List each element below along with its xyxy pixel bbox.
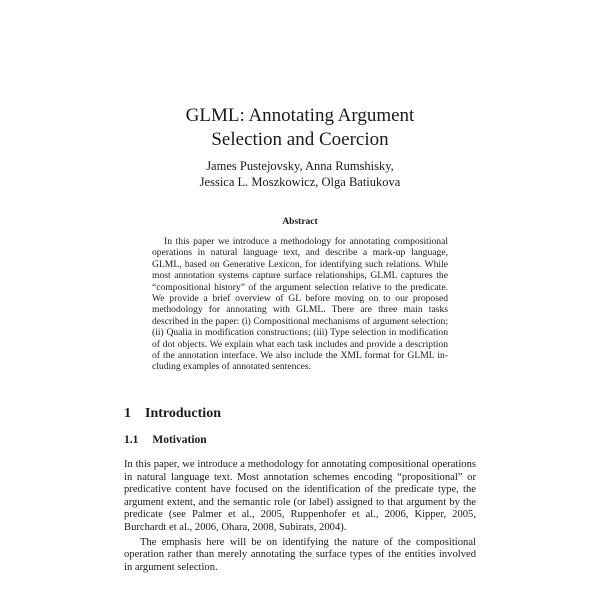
authors-line-2: Jessica L. Moszkowicz, Olga Batiukova <box>199 175 401 189</box>
paragraph-1: In this paper, we introduce a methodology for annotating compositional operations in natural language text. Most annotation schemes encoding “propositional” or predicative content have focused on the identification of the predicate type, the argument extent, and the semantic role (or label) assigned to that argument by the predicate (see Palmer et al., 2005, Ruppenhofer et al., 2006, Kipper, 2005, Burchardt et al., 2006, Ohara, 2008, Subirats, 2004). <box>124 459 476 533</box>
author-list <box>0 158 600 190</box>
abstract-heading: Abstract <box>282 217 318 227</box>
section-heading <box>124 406 221 422</box>
paragraph-2: The emphasis here will be on identifying the nature of the compositional operation rather than merely annotating the surface types of the entities involved in argument selection. <box>124 536 476 573</box>
subsection-title: Motivation <box>152 434 207 446</box>
paper-title <box>0 104 600 152</box>
section-title: Introduction <box>145 406 221 421</box>
section-number: 1 <box>124 406 131 421</box>
body-text <box>124 459 476 574</box>
subsection-number: 1.1 <box>124 434 139 446</box>
abstract-text: In this paper we introduce a methodology for annotating compositional operations in natural language text, and describe a mark-up language, GLML, based on Generative Lexicon, for identifying such relations. While most annotation systems capture surface relationships, GLML captures the “compositional history” of the argument selection relative to the predicate. We provide a brief overview of GL before moving on to our proposed methodology for annotating with GLML. There are three main tasks described in the paper: (i) Compositional mechanisms of argument selection; (ii) Qualia in modification constructions; (iii) Type selection in modification of dot objects. We explain what each task includes and provide a description of the annotation interface. We also include the XML format for GLML including examples of annotated sentences. <box>152 236 448 373</box>
authors-line-1: James Pustejovsky, Anna Rumshisky, <box>206 159 394 173</box>
subsection-heading <box>124 434 207 446</box>
title-line-1: GLML: Annotating Argument <box>185 105 415 126</box>
title-line-2: Selection and Coercion <box>211 129 389 150</box>
